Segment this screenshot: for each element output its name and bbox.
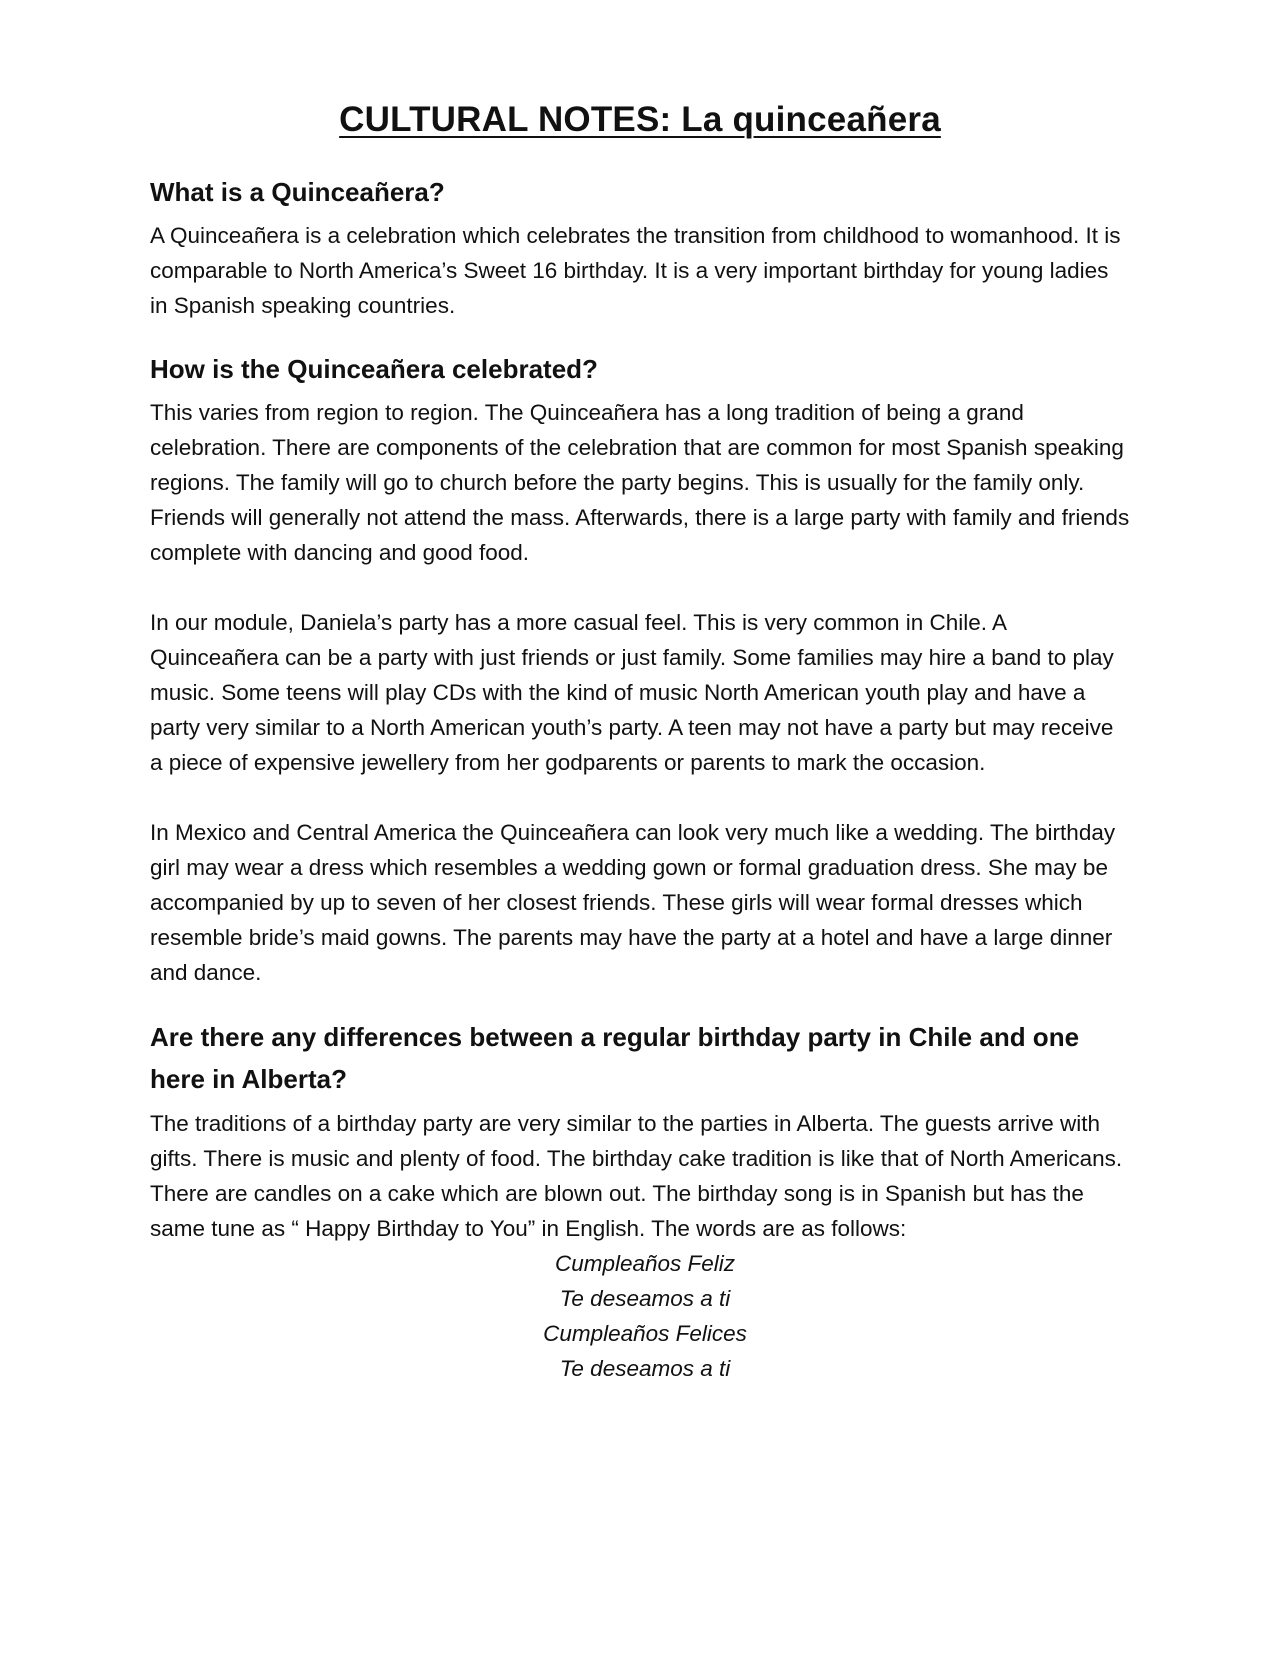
section-what-is <box>150 172 1130 323</box>
section-how-celebrated <box>150 349 1130 990</box>
song-line: Cumpleaños Feliz <box>554 1251 736 1276</box>
paragraph-gap <box>150 780 1130 815</box>
paragraph: This varies from region to region. The Quinceañera has a long tradition of being a grand celebration. There are components of the celebration that are common for most Spanish speaking regions. The family will go to church before the party begins. This is usually for the family only. Friends will generally not attend the mass. Afterwards, there is a large party with family and friends complete with dancing and good food. <box>150 400 1130 565</box>
paragraph: The traditions of a birthday party are very similar to the parties in Alberta. The guests arrive with gifts. There is music and plenty of food. The birthday cake tradition is like that of North Americans. There are candles on a cake which are blown out. The birthday song is in Spanish but has the same tune as “ Happy Birthday to You” in English. The words are as follows: <box>150 1111 1123 1241</box>
song-line: Te deseamos a ti <box>559 1286 731 1311</box>
paragraph-gap <box>150 570 1130 605</box>
document-page <box>150 100 1130 1386</box>
section-heading: Are there any differences between a regular birthday party in Chile and one here in Alberta? <box>150 1022 1080 1094</box>
paragraph: In our module, Daniela’s party has a more casual feel. This is very common in Chile. A Quinceañera can be a party with just friends or just family. Some families may hire a band to play music. Some teens will play CDs with the kind of music North American youth play and have a party very similar to a North American youth’s party. A teen may not have a party but may receive a piece of expensive jewellery from her godparents or parents to mark the occasion. <box>150 610 1114 775</box>
document-title: CULTURAL NOTES: La quinceañera <box>339 100 941 139</box>
section-differences <box>150 1016 1130 1386</box>
section-heading: What is a Quinceañera? <box>150 177 445 207</box>
song-lyrics <box>150 1246 1130 1386</box>
paragraph: In Mexico and Central America the Quinceañera can look very much like a wedding. The birthday girl may wear a dress which resembles a wedding gown or formal graduation dress. She may be accompanied by up to seven of her closest friends. These girls will wear formal dresses which resemble bride’s maid gowns. The parents may have the party at a hotel and have a large dinner and dance. <box>150 820 1116 985</box>
song-line: Cumpleaños Felices <box>543 1321 747 1346</box>
paragraph: A Quinceañera is a celebration which celebrates the transition from childhood to womanhood. It is comparable to North America’s Sweet 16 birthday. It is a very important birthday for young ladies in Spanish speaking countries. <box>150 223 1121 318</box>
section-heading: How is the Quinceañera celebrated? <box>150 354 598 384</box>
song-line: Te deseamos a ti <box>559 1356 731 1381</box>
